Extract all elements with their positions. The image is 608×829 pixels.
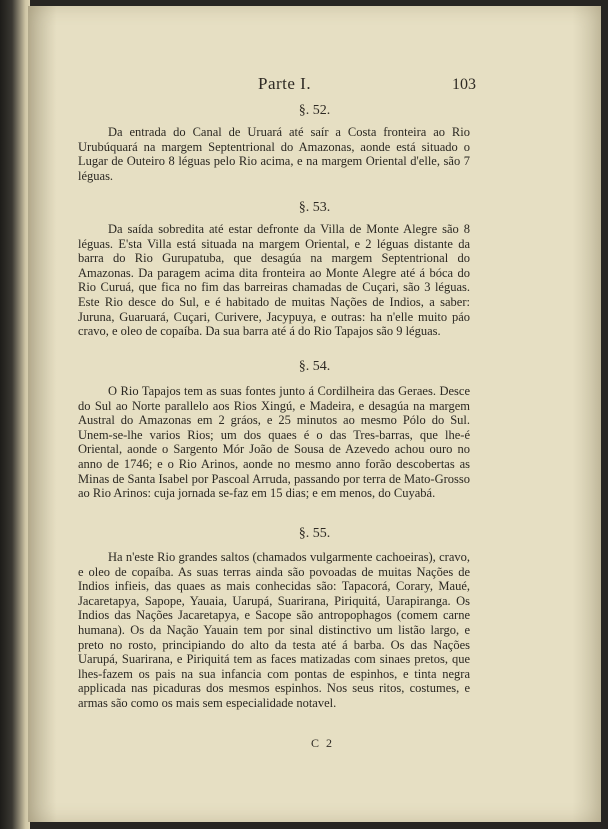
section-mark-54: §. 54. [298,359,331,374]
section-text-55: Ha n'este Rio grandes saltos (chamados vulgarmente cachoeiras), cravo, e oleo de copaíba. As suas terras ainda são povoadas de muitas Nações de Indios infieis, das quaes as mais conhecidas são: Tapacorá, Corary, Maué, Jacaretapya, Sapope, Yauaia, Uarupá, Suarirana, Piriquitá, Uarapiranga. Os Indios das Nações Jacaretapya, e Sacope são antropophagos (comem carne humana). Os da Nação Yauain tem por sinal distinctivo um listão largo, e preto no rosto, principiando do alto da testa até á barba. Os das Nações Uarupá, Suarirana, e Piriquitá tem as faces matizadas com sinaes pretos, que lhes-fazem os pais na sua infancia com pontas de espinhos, e tinta negra applicada nas picaduras dos mesmos espinhos. Nos seus ritos, costumes, e armas são como os mais sem especialidade notavel. [78,550,470,710]
section-text-53: Da saída sobredita até estar defronte da Villa de Monte Alegre são 8 léguas. E'sta Villa está situada na margem Oriental, e 2 léguas distante da barra do Rio Gurupatuba, que desagúa na margem Septentrional do Amazonas. Da paragem acima dita fronteira ao Monte Alegre até á bóca do Rio Curuá, que fica no fim das barreiras chamadas de Cuçari, são 3 léguas. Este Rio desce do Sul, e é habitado de muitas Nações de Indios, a saber: Juruna, Guaruará, Cuçari, Curivere, Jacypuya, e outras: ha n'elle muito páo cravo, e oleo de copaíba. Da sua barra até á do Rio Tapajos são 9 léguas. [78,222,470,339]
running-head: Parte I. [258,74,312,93]
signature-mark: C 2 [311,736,335,750]
book-page [28,6,601,822]
section-mark-55: §. 55. [298,526,331,541]
facing-page-edge [0,0,30,829]
section-mark-52: §. 52. [298,103,331,118]
section-text-54: O Rio Tapajos tem as suas fontes junto á Cordilheira das Geraes. Desce do Sul ao Norte parallelo aos Rios Xingú, e Madeira, e desagúa na margem Austral do Amazonas em 2 gráos, e 25 minutos ao mesmo Pólo do Sul. Unem-se-lhe varios Rios; um dos quaes é o das Tres-barras, que lhe-é Oriental, aonde o Sargento Mór João de Sousa de Azevedo achou ouro no anno de 1746; e o Rio Arinos, aonde no mesmo anno forão descobertas as Minas de Santa Isabel por Pascoal Arruda, passando por terra de Mato-Grosso ao Rio Arinos: cuja jornada se-faz em 15 dias; e em menos, do Cuyabá. [78,384,470,501]
section-mark-53: §. 53. [298,200,331,215]
section-text-52: Da entrada do Canal de Uruará até saír a Costa fronteira ao Rio Urubúquará na margem Septentrional do Amazonas, aonde está situado o Lugar de Outeiro 8 léguas pelo Rio acima, e na margem Oriental d'elle, são 7 léguas. [78,125,470,183]
page-header [28,72,601,102]
page-number: 103 [452,76,476,93]
